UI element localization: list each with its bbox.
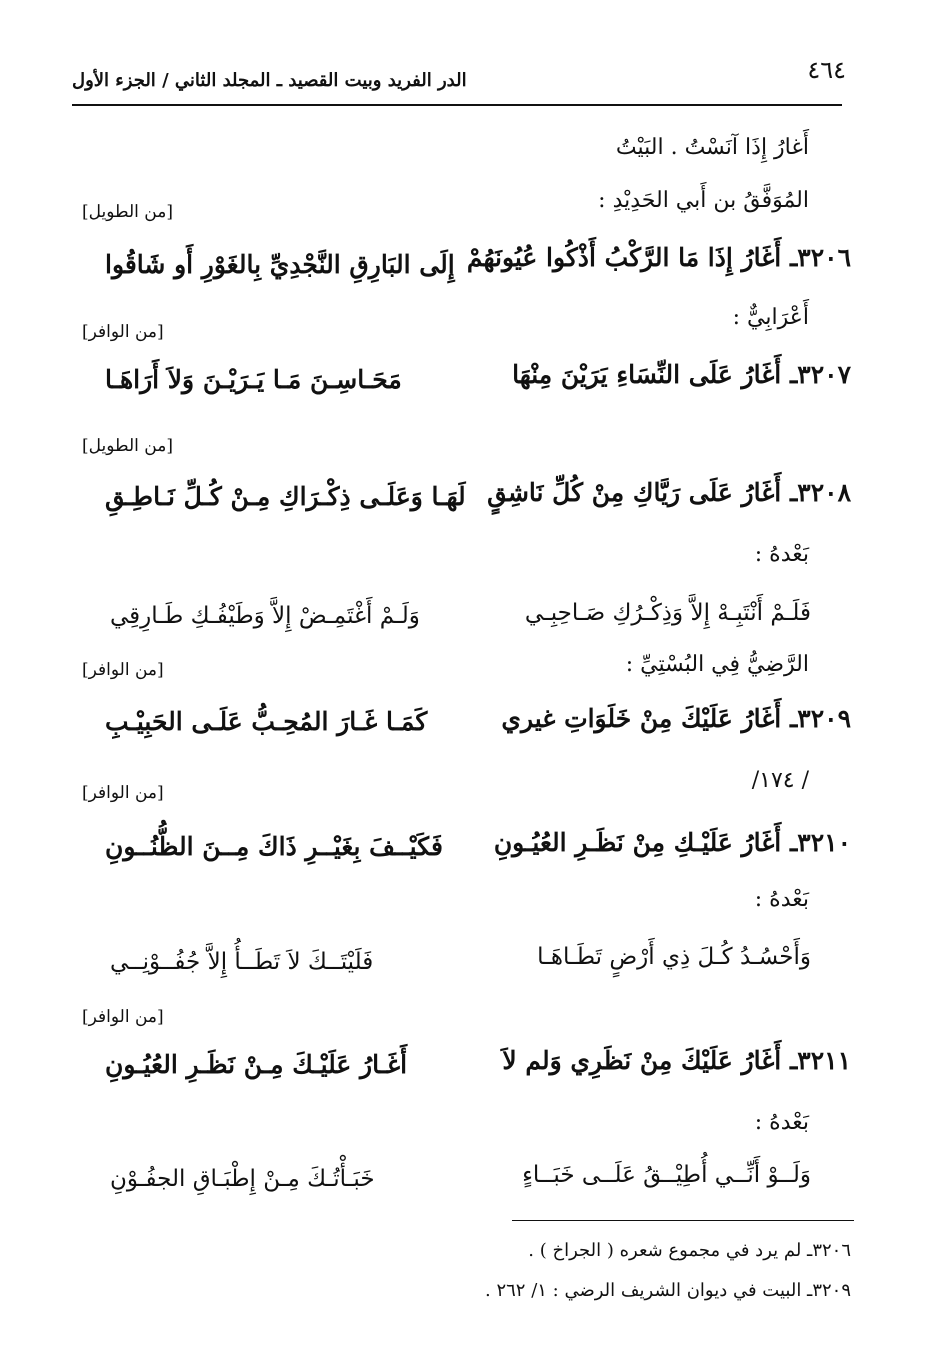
meter-label: [من الطويل] [82, 436, 173, 456]
following-verse-second-hemistich: فَلَيْتَــكَ لاَ تَطَــأُ إِلاَّ جُفُــوْنِــي [110, 949, 374, 975]
verse-3207-second-hemistich: مَحَـاسِـنَ مَـا يَـرَيْـنَ وَلاَ أَرَاهَـا [105, 365, 402, 394]
verse-3211-second-hemistich: أَغَـارُ عَلَيْـكَ مِـنْ نَظَـرِ العُيُـونِ [105, 1050, 408, 1079]
running-title: الدر الفريد وبيت القصيد ـ المجلد الثاني / الجزء الأول [72, 70, 467, 91]
verse-3210-first-hemistich: ٣٢١٠ـ أَغَارُ عَلَيْـكِ مِنْ نَظَـرِ العُيُـونِ [493, 828, 851, 857]
meter-label: [من الوافر] [82, 660, 164, 680]
following-verse-second-hemistich: خَبَـأْتُـكَ مِـنْ إِطْبَـاقِ الجفُـوْنِ [110, 1166, 375, 1192]
footnote-rule [512, 1220, 854, 1221]
following-verse-second-hemistich: وَلَـمْ أَغْتَمِـضْ إِلاَّ وَطَيْفُـكِ طَـارِقِي [110, 603, 420, 629]
text-line: بَعْدهُ : [754, 887, 809, 912]
verse-3206-first-hemistich: ٣٢٠٦ـ أَغَارُ إِذَا مَا الرَّكْبُ أَذْكُوا عُيُونَهُمْ [466, 243, 851, 272]
verse-3210-second-hemistich: فَكَيْــفَ بِغَيْــرِ ذَاكَ مِــنَ الظُّنُــونِ [105, 832, 443, 861]
footnote: ٣٢٠٦ـ لم يرد في مجموع شعره ( الجراخ ) . [528, 1240, 851, 1261]
verse-3207-first-hemistich: ٣٢٠٧ـ أَغَارُ عَلَى النِّسَاءِ يَرَيْنَ مِنْهَا [512, 360, 851, 389]
following-verse-first-hemistich: فَلَـمْ أَنْتَبِـهْ إِلاَّ وَذِكْـرُكِ صَـاحِبِـي [524, 600, 811, 626]
following-verse-first-hemistich: وَلَــوْ أَنِّــي أُطِيْــقُ عَلَــى خَبَــاءٍ [522, 1162, 811, 1188]
poet-attribution: المُوَفَّقُ بن أَبي الحَدِيْدِ : [598, 188, 809, 213]
verse-3208-first-hemistich: ٣٢٠٨ـ أَغَارُ عَلَى رَيَّاكِ مِنْ كُلِّ نَاشِقٍ [487, 478, 851, 507]
poet-attribution: أَعْرَابِيٌّ : [732, 305, 809, 330]
text-line: أَغارُ إِذَا آنَسْتُ . البَيْتُ [615, 135, 809, 160]
verse-3209-second-hemistich: كَمَـا غَـارَ المُحِـبُّ عَلَـى الحَبِيْـبِ [105, 707, 428, 736]
text-line: بَعْدهُ : [754, 1110, 809, 1135]
header-rule [72, 104, 842, 106]
text-line: بَعْدهُ : [754, 542, 809, 567]
verse-3211-first-hemistich: ٣٢١١ـ أَغَارُ عَلَيْكَ مِنْ نَظَرِي وَلم لاَ [502, 1046, 851, 1075]
verse-3208-second-hemistich: لَهَـا وَعَلَـى ذِكْـرَاكِ مِـنْ كُـلِّ نَـاطِـقِ [105, 482, 466, 511]
meter-label: [من الوافر] [82, 1007, 164, 1027]
page-number: ٤٦٤ [807, 56, 846, 84]
meter-label: [من الوافر] [82, 322, 164, 342]
meter-label: [من الطويل] [82, 202, 173, 222]
following-verse-first-hemistich: وَأَحْسُـدُ كُـلَ ذِي أَرْضٍ تَطَـاهَـا [537, 944, 811, 970]
verse-3209-first-hemistich: ٣٢٠٩ـ أَغَارُ عَلَيْكَ مِنْ خَلَوَاتِ غيري [501, 704, 851, 733]
poet-attribution: الرَّضِيُّ فِي البُسْتِيِّ : [625, 652, 809, 677]
page-reference: / ١٧٤/ [751, 768, 809, 793]
footnote: ٣٢٠٩ـ البيت في ديوان الشريف الرضي : ١/ ٢٦٢ . [485, 1280, 851, 1301]
meter-label: [من الوافر] [82, 783, 164, 803]
verse-3206-second-hemistich: إِلَى البَارِقِ النَّجْدِيِّ بِالغَوْرِ أَو شَاقُوا [105, 250, 455, 279]
